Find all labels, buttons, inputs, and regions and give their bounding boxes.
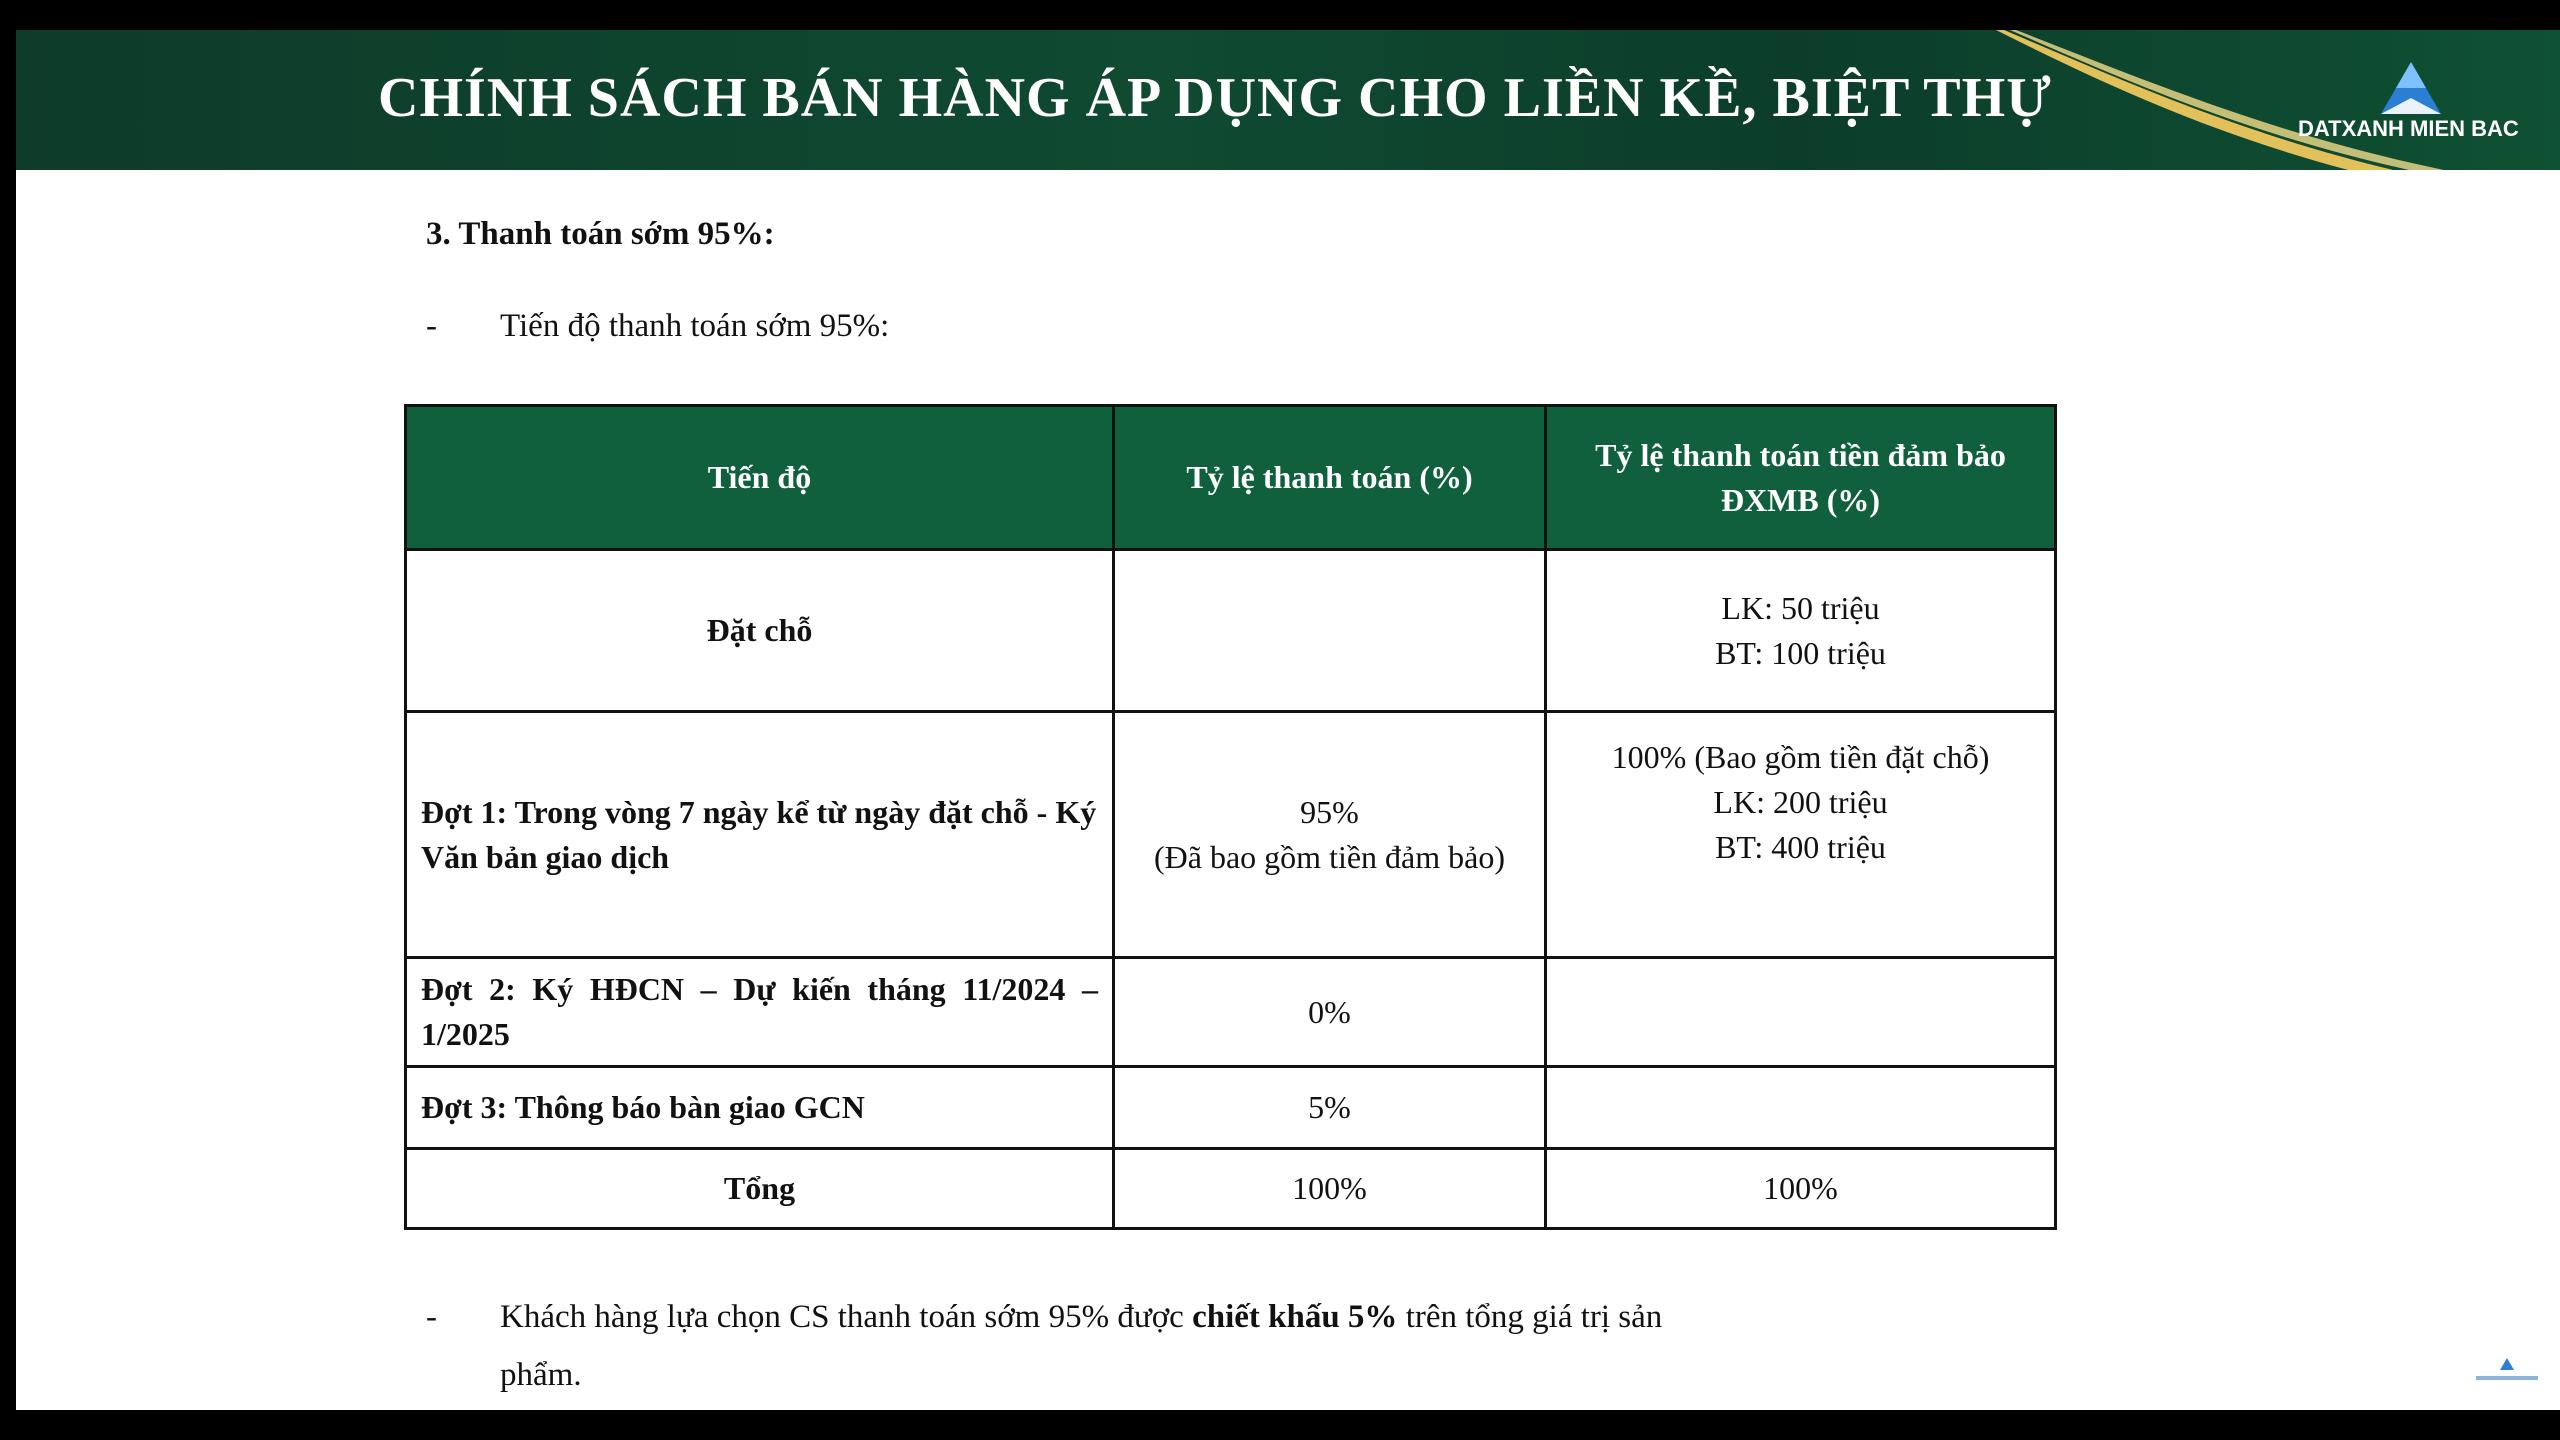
table-total-row	[406, 1149, 2056, 1229]
cell-deposit: 100%	[1546, 1149, 2056, 1229]
slide-title: CHÍNH SÁCH BÁN HÀNG ÁP DỤNG CHO LIỀN KỀ, BIỆT THỰ	[378, 67, 2052, 129]
cell-stage: Đợt 1: Trong vòng 7 ngày kể từ ngày đặt chỗ - Ký Văn bản giao dịch	[406, 712, 1114, 958]
note-discount-highlight: chiết khấu 5%	[1192, 1299, 1398, 1335]
cell-rate	[1114, 712, 1546, 958]
bullet-dash: -	[426, 308, 437, 344]
deposit-lk: LK: 200 triệu	[1713, 784, 1888, 820]
deposit-lk: LK: 50 triệu	[1721, 589, 1880, 626]
header-ty-le-dam-bao-line2: ĐXMB (%)	[1720, 481, 1881, 518]
cell-deposit	[1546, 550, 2056, 712]
cell-stage: Đặt chỗ	[406, 550, 1114, 712]
cell-stage: Tổng	[406, 1149, 1114, 1229]
bullet-item	[426, 308, 889, 345]
payment-schedule-table	[404, 404, 2057, 1230]
note-text-part1: Khách hàng lựa chọn CS thanh toán sớm 95% được	[500, 1299, 1193, 1335]
deposit-bt: BT: 400 triệu	[1715, 829, 1886, 865]
rate-note: (Đã bao gồm tiền đảm bảo)	[1154, 838, 1505, 875]
header-ty-le-dam-bao	[1546, 406, 2056, 550]
logo-wordmark: DATXANH MIEN BAC	[2298, 116, 2519, 141]
table-row	[406, 550, 2056, 712]
header-ty-le-thanh-toan: Tỷ lệ thanh toán (%)	[1114, 406, 1546, 550]
rate-value: 95%	[1300, 793, 1359, 830]
bullet-text: Tiến độ thanh toán sớm 95%:	[500, 308, 890, 344]
table-row	[406, 958, 2056, 1067]
table-header-row	[406, 406, 2056, 550]
title-banner	[16, 30, 2560, 170]
cell-rate: 0%	[1114, 958, 1546, 1067]
table-row	[406, 712, 2056, 958]
bullet-dash: -	[426, 1299, 437, 1335]
cell-stage: Đợt 3: Thông báo bàn giao GCN	[406, 1067, 1114, 1149]
cell-rate	[1114, 550, 1546, 712]
corner-logo-icon	[2472, 1356, 2542, 1390]
note-text-part2: trên tổng giá trị sản	[1397, 1299, 1663, 1335]
slide	[16, 30, 2560, 1410]
discount-note	[426, 1288, 1662, 1404]
deposit-bt: BT: 100 triệu	[1715, 634, 1886, 671]
note-text-part3: phẩm.	[500, 1357, 582, 1393]
cell-rate: 100%	[1114, 1149, 1546, 1229]
datxanh-logo-icon	[2286, 52, 2536, 162]
cell-deposit	[1546, 712, 2056, 958]
cell-deposit	[1546, 958, 2056, 1067]
section-heading: 3. Thanh toán sớm 95%:	[426, 216, 775, 252]
deposit-total: 100% (Bao gồm tiền đặt chỗ)	[1611, 739, 1990, 775]
header-tien-do: Tiến độ	[406, 406, 1114, 550]
header-ty-le-dam-bao-line1: Tỷ lệ thanh toán tiền đảm bảo	[1595, 436, 2006, 473]
cell-stage: Đợt 2: Ký HĐCN – Dự kiến tháng 11/2024 – 1/2025	[406, 958, 1114, 1067]
cell-rate: 5%	[1114, 1067, 1546, 1149]
cell-deposit	[1546, 1067, 2056, 1149]
table-row	[406, 1067, 2056, 1149]
